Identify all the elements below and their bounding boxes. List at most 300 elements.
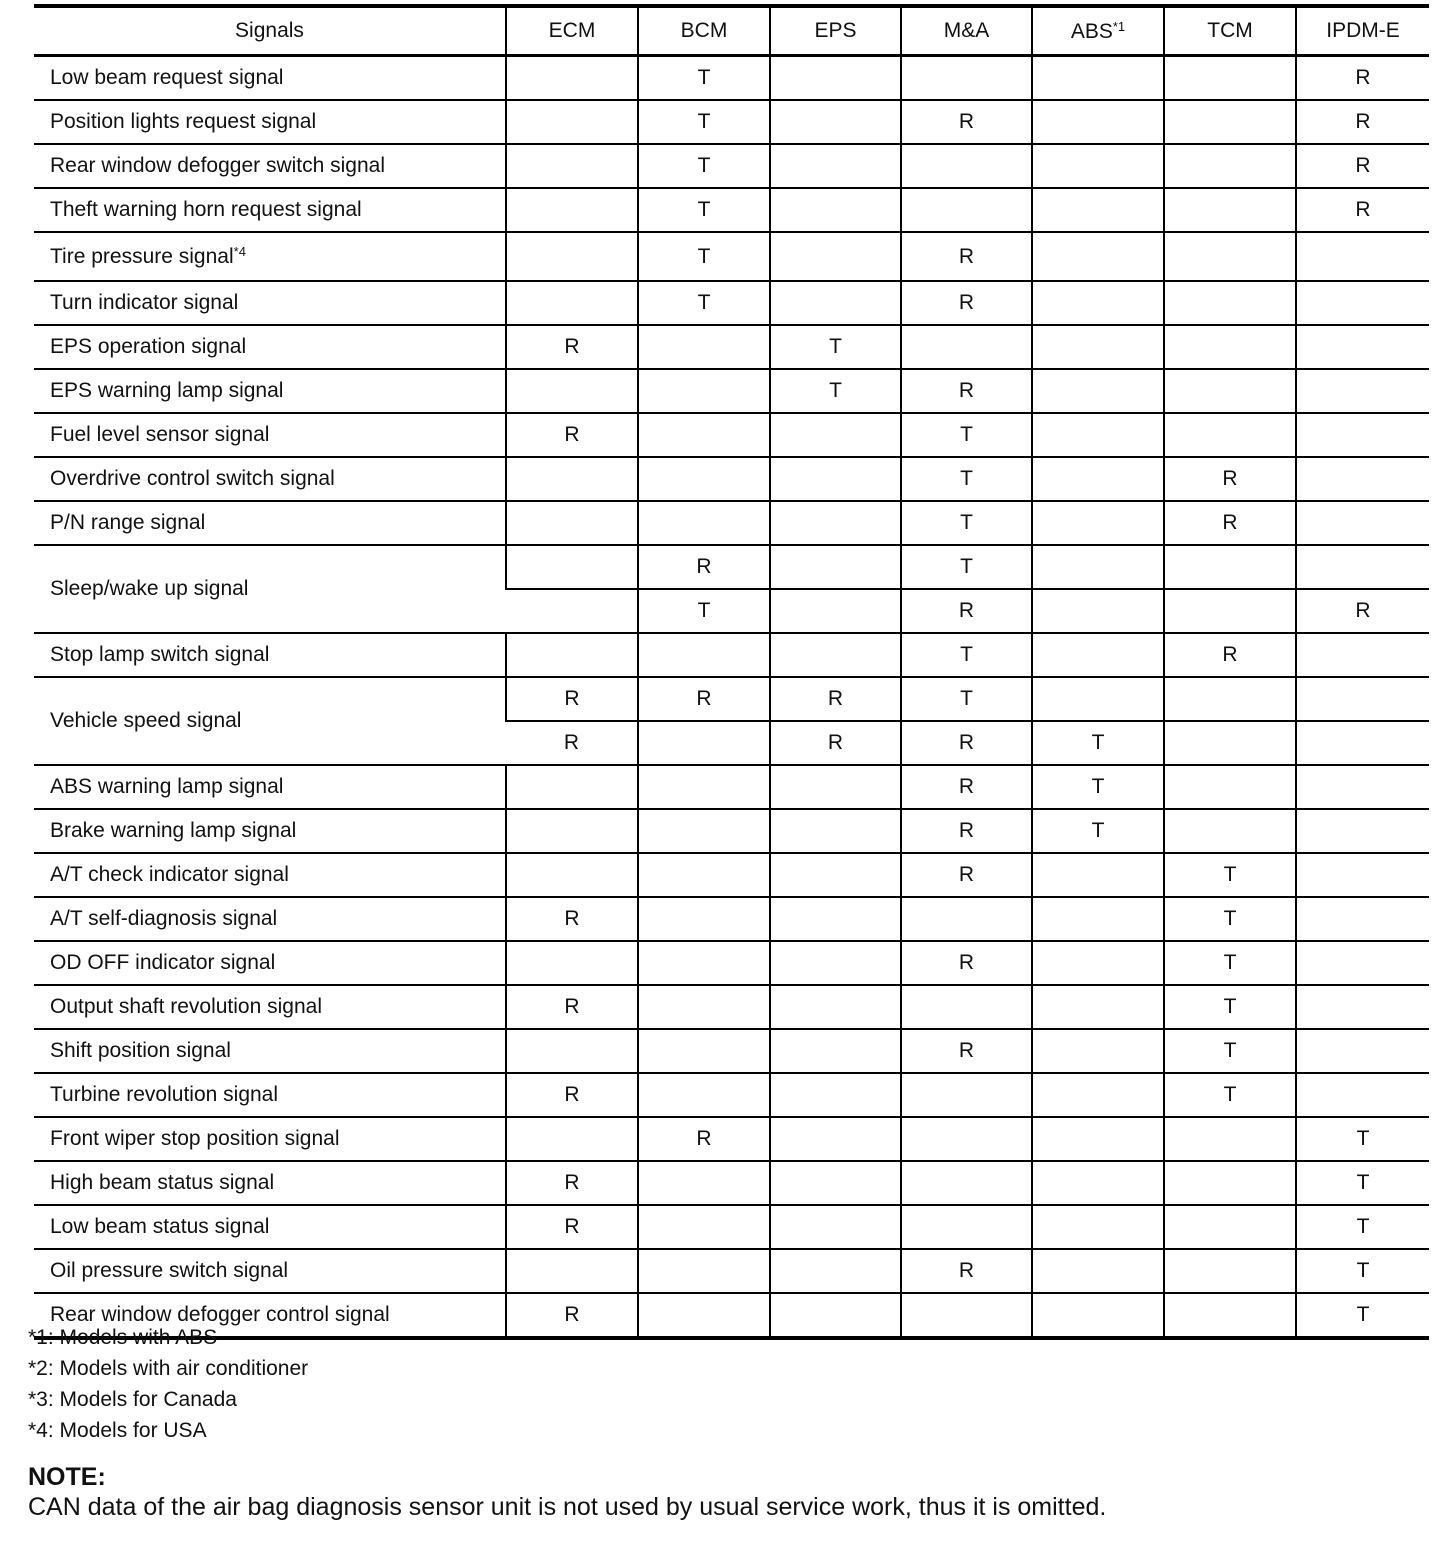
signal-name-cell — [34, 501, 506, 545]
footnote: *1: Models with ABS — [28, 1326, 218, 1349]
abs-cell — [1032, 501, 1164, 545]
bcm-cell — [638, 633, 770, 677]
table-row — [34, 545, 1429, 589]
ipdm-cell: T — [1296, 1161, 1429, 1205]
signal-name: High beam status signal — [50, 1171, 275, 1194]
abs-cell — [1032, 457, 1164, 501]
can-signal-table — [34, 4, 1429, 1340]
ma-cell: R — [901, 100, 1032, 144]
signal-name-cell — [34, 369, 506, 413]
abs-cell — [1032, 144, 1164, 188]
eps-cell — [770, 545, 901, 589]
signal-name-cell — [34, 1029, 506, 1073]
tcm-cell — [1164, 1117, 1296, 1161]
eps-cell — [770, 100, 901, 144]
header-abs-footnote-ref: *1 — [1112, 18, 1126, 34]
signal-name: ABS warning lamp signal — [50, 775, 284, 798]
signal-name-cell — [34, 281, 506, 325]
ecm-cell — [506, 100, 638, 144]
ecm-cell: R — [506, 1073, 638, 1117]
table-row — [34, 633, 1429, 677]
signal-name-cell — [34, 545, 506, 633]
abs-cell — [1032, 1249, 1164, 1293]
eps-cell — [770, 1293, 901, 1338]
ecm-cell — [506, 809, 638, 853]
bcm-cell: T — [638, 281, 770, 325]
tcm-cell: T — [1164, 853, 1296, 897]
header-tcm: TCM — [1164, 6, 1296, 56]
signal-name-cell — [34, 809, 506, 853]
ecm-cell — [506, 144, 638, 188]
ipdm-cell: R — [1296, 144, 1429, 188]
signal-name-cell — [34, 765, 506, 809]
signal-name-cell — [34, 325, 506, 369]
bcm-cell — [638, 941, 770, 985]
table-row — [34, 941, 1429, 985]
ipdm-cell: R — [1296, 100, 1429, 144]
ipdm-cell — [1296, 1029, 1429, 1073]
eps-cell: R — [770, 721, 901, 765]
header-bcm: BCM — [638, 6, 770, 56]
signal-name-cell — [34, 100, 506, 144]
table-row — [34, 1205, 1429, 1249]
bcm-cell: R — [638, 677, 770, 721]
abs-cell — [1032, 232, 1164, 281]
tcm-cell — [1164, 1293, 1296, 1338]
signal-name: Rear window defogger control signal — [50, 1303, 390, 1326]
signal-name: Brake warning lamp signal — [50, 819, 297, 842]
ecm-cell — [506, 457, 638, 501]
bcm-cell — [638, 985, 770, 1029]
ma-cell: R — [901, 281, 1032, 325]
ipdm-cell: T — [1296, 1117, 1429, 1161]
signal-name-cell — [34, 633, 506, 677]
ecm-cell — [506, 545, 638, 589]
signal-name: Theft warning horn request signal — [50, 198, 362, 221]
signal-name-cell — [34, 144, 506, 188]
signal-name-cell — [34, 413, 506, 457]
ipdm-cell — [1296, 369, 1429, 413]
signal-name-cell — [34, 232, 506, 281]
table-header — [34, 6, 1429, 56]
can-communication-table-sheet — [34, 4, 1429, 1340]
bcm-cell — [638, 369, 770, 413]
bcm-cell — [638, 1249, 770, 1293]
abs-cell: T — [1032, 721, 1164, 765]
abs-cell — [1032, 100, 1164, 144]
tcm-cell — [1164, 809, 1296, 853]
table-row — [34, 144, 1429, 188]
bcm-cell — [638, 897, 770, 941]
eps-cell — [770, 1161, 901, 1205]
tcm-cell — [1164, 325, 1296, 369]
bcm-cell — [638, 501, 770, 545]
ipdm-cell — [1296, 721, 1429, 765]
footnotes — [28, 1322, 308, 1446]
signal-name-cell — [34, 188, 506, 232]
table-row — [34, 457, 1429, 501]
eps-cell — [770, 232, 901, 281]
table-row — [34, 677, 1429, 721]
eps-cell — [770, 941, 901, 985]
signal-name-cell — [34, 457, 506, 501]
bcm-cell: T — [638, 100, 770, 144]
eps-cell — [770, 1029, 901, 1073]
eps-cell — [770, 144, 901, 188]
signal-footnote-ref: *4 — [233, 244, 246, 259]
signal-name: Rear window defogger switch signal — [50, 154, 386, 177]
eps-cell: T — [770, 325, 901, 369]
ecm-cell — [506, 941, 638, 985]
abs-cell — [1032, 325, 1164, 369]
abs-cell — [1032, 633, 1164, 677]
ecm-cell — [506, 1249, 638, 1293]
ma-cell — [901, 1205, 1032, 1249]
abs-cell — [1032, 589, 1164, 633]
ma-cell — [901, 56, 1032, 101]
tcm-cell: R — [1164, 501, 1296, 545]
eps-cell — [770, 765, 901, 809]
ecm-cell — [506, 188, 638, 232]
ma-cell: T — [901, 501, 1032, 545]
tcm-cell — [1164, 765, 1296, 809]
ipdm-cell: R — [1296, 56, 1429, 101]
abs-cell: T — [1032, 765, 1164, 809]
ecm-cell: R — [506, 1293, 638, 1338]
header-row — [34, 6, 1429, 56]
footnote: *2: Models with air conditioner — [28, 1357, 309, 1380]
signal-name: Output shaft revolution signal — [50, 995, 322, 1018]
abs-cell — [1032, 677, 1164, 721]
tcm-cell: T — [1164, 1029, 1296, 1073]
ma-cell: R — [901, 369, 1032, 413]
ma-cell: R — [901, 589, 1032, 633]
eps-cell — [770, 413, 901, 457]
eps-cell — [770, 809, 901, 853]
abs-cell: T — [1032, 809, 1164, 853]
abs-cell — [1032, 545, 1164, 589]
ipdm-cell: T — [1296, 1293, 1429, 1338]
header-ma: M&A — [901, 6, 1032, 56]
table-row — [34, 1249, 1429, 1293]
table-row — [34, 1029, 1429, 1073]
bcm-cell — [638, 721, 770, 765]
tcm-cell — [1164, 1205, 1296, 1249]
signal-name: EPS operation signal — [50, 335, 247, 358]
footnote: *3: Models for Canada — [28, 1388, 237, 1411]
table-body — [34, 56, 1429, 1339]
signal-name-cell — [34, 1073, 506, 1117]
ma-cell — [901, 325, 1032, 369]
ma-cell: R — [901, 809, 1032, 853]
tcm-cell — [1164, 677, 1296, 721]
signal-name: OD OFF indicator signal — [50, 951, 276, 974]
ma-cell — [901, 1117, 1032, 1161]
ecm-cell: R — [506, 721, 638, 765]
eps-cell — [770, 589, 901, 633]
abs-cell — [1032, 188, 1164, 232]
header-abs — [1032, 6, 1164, 56]
ecm-cell — [506, 853, 638, 897]
table-row — [34, 501, 1429, 545]
signal-name-cell — [34, 897, 506, 941]
tcm-cell — [1164, 144, 1296, 188]
ecm-cell — [506, 633, 638, 677]
abs-cell — [1032, 1293, 1164, 1338]
note-block — [28, 1462, 1106, 1522]
signal-name: Vehicle speed signal — [50, 709, 242, 732]
bcm-cell: R — [638, 545, 770, 589]
abs-cell — [1032, 853, 1164, 897]
ecm-cell: R — [506, 897, 638, 941]
signal-name: Turn indicator signal — [50, 291, 239, 314]
ipdm-cell — [1296, 501, 1429, 545]
table-row — [34, 56, 1429, 101]
ipdm-cell — [1296, 853, 1429, 897]
signal-name-cell — [34, 1161, 506, 1205]
bcm-cell — [638, 853, 770, 897]
bcm-cell — [638, 809, 770, 853]
signal-name: Low beam request signal — [50, 66, 284, 89]
ma-cell: R — [901, 853, 1032, 897]
abs-cell — [1032, 1117, 1164, 1161]
bcm-cell — [638, 1205, 770, 1249]
eps-cell: T — [770, 369, 901, 413]
note-text: CAN data of the air bag diagnosis sensor unit is not used by usual service work, thus it is omitted. — [28, 1493, 1107, 1521]
bcm-cell — [638, 457, 770, 501]
ipdm-cell — [1296, 232, 1429, 281]
eps-cell — [770, 281, 901, 325]
header-abs-label: ABS — [1070, 19, 1113, 43]
signal-name-cell — [34, 853, 506, 897]
abs-cell — [1032, 1161, 1164, 1205]
eps-cell — [770, 1073, 901, 1117]
ma-cell: R — [901, 721, 1032, 765]
abs-cell — [1032, 369, 1164, 413]
ipdm-cell — [1296, 809, 1429, 853]
ipdm-cell: R — [1296, 589, 1429, 633]
eps-cell — [770, 188, 901, 232]
bcm-cell — [638, 325, 770, 369]
table-row — [34, 985, 1429, 1029]
table-row — [34, 369, 1429, 413]
bcm-cell — [638, 765, 770, 809]
bcm-cell: T — [638, 188, 770, 232]
ma-cell: R — [901, 1029, 1032, 1073]
tcm-cell — [1164, 721, 1296, 765]
bcm-cell — [638, 1029, 770, 1073]
signal-name: Position lights request signal — [50, 110, 317, 133]
tcm-cell — [1164, 1161, 1296, 1205]
signal-name-cell — [34, 1117, 506, 1161]
table-row — [34, 188, 1429, 232]
signal-name-cell — [34, 941, 506, 985]
ipdm-cell — [1296, 545, 1429, 589]
tcm-cell — [1164, 1249, 1296, 1293]
eps-cell — [770, 897, 901, 941]
ecm-cell — [506, 56, 638, 101]
tcm-cell: R — [1164, 633, 1296, 677]
table-row — [34, 1117, 1429, 1161]
ecm-cell — [506, 369, 638, 413]
ma-cell: R — [901, 232, 1032, 281]
abs-cell — [1032, 281, 1164, 325]
ma-cell — [901, 985, 1032, 1029]
ma-cell: T — [901, 413, 1032, 457]
signal-name: Shift position signal — [50, 1039, 231, 1062]
abs-cell — [1032, 1205, 1164, 1249]
signal-name-cell — [34, 56, 506, 101]
ma-cell — [901, 1161, 1032, 1205]
ma-cell: R — [901, 765, 1032, 809]
ipdm-cell — [1296, 633, 1429, 677]
ecm-cell — [506, 501, 638, 545]
bcm-cell: R — [638, 1117, 770, 1161]
ipdm-cell — [1296, 765, 1429, 809]
bcm-cell — [638, 1161, 770, 1205]
header-eps: EPS — [770, 6, 901, 56]
ipdm-cell — [1296, 897, 1429, 941]
ecm-cell: R — [506, 325, 638, 369]
tcm-cell — [1164, 369, 1296, 413]
ecm-cell: R — [506, 985, 638, 1029]
ipdm-cell — [1296, 1073, 1429, 1117]
ecm-cell — [506, 589, 638, 633]
signal-name: Overdrive control switch signal — [50, 467, 335, 490]
table-row — [34, 413, 1429, 457]
table-row — [34, 897, 1429, 941]
eps-cell — [770, 457, 901, 501]
eps-cell — [770, 56, 901, 101]
table-row — [34, 281, 1429, 325]
footnote: *4: Models for USA — [28, 1419, 207, 1442]
eps-cell — [770, 633, 901, 677]
table-row — [34, 809, 1429, 853]
tcm-cell — [1164, 413, 1296, 457]
signal-name: Front wiper stop position signal — [50, 1127, 340, 1150]
note-title: NOTE: — [28, 1463, 106, 1491]
abs-cell — [1032, 56, 1164, 101]
ipdm-cell — [1296, 457, 1429, 501]
ecm-cell — [506, 1029, 638, 1073]
signal-name-cell — [34, 1249, 506, 1293]
tcm-cell — [1164, 100, 1296, 144]
bcm-cell: T — [638, 589, 770, 633]
tcm-cell — [1164, 545, 1296, 589]
tcm-cell: T — [1164, 897, 1296, 941]
ma-cell — [901, 188, 1032, 232]
header-signals: Signals — [34, 6, 506, 56]
ipdm-cell — [1296, 985, 1429, 1029]
tcm-cell — [1164, 188, 1296, 232]
ipdm-cell — [1296, 413, 1429, 457]
tcm-cell: T — [1164, 1073, 1296, 1117]
tcm-cell: T — [1164, 985, 1296, 1029]
signal-name: A/T self-diagnosis signal — [50, 907, 278, 930]
abs-cell — [1032, 985, 1164, 1029]
ma-cell: T — [901, 677, 1032, 721]
bcm-cell — [638, 1073, 770, 1117]
bcm-cell: T — [638, 144, 770, 188]
abs-cell — [1032, 941, 1164, 985]
eps-cell — [770, 1205, 901, 1249]
tcm-cell — [1164, 56, 1296, 101]
ecm-cell — [506, 1117, 638, 1161]
tcm-cell — [1164, 232, 1296, 281]
ecm-cell — [506, 232, 638, 281]
table-row — [34, 853, 1429, 897]
ecm-cell: R — [506, 677, 638, 721]
ecm-cell: R — [506, 1205, 638, 1249]
ma-cell: T — [901, 457, 1032, 501]
signal-name: Sleep/wake up signal — [50, 577, 249, 600]
signal-name-cell — [34, 677, 506, 765]
tcm-cell — [1164, 281, 1296, 325]
ma-cell: T — [901, 545, 1032, 589]
abs-cell — [1032, 1073, 1164, 1117]
table-row — [34, 100, 1429, 144]
signal-name: Tire pressure signal — [50, 245, 234, 268]
abs-cell — [1032, 897, 1164, 941]
signal-name: EPS warning lamp signal — [50, 379, 284, 402]
ipdm-cell — [1296, 677, 1429, 721]
ipdm-cell — [1296, 325, 1429, 369]
signal-name: A/T check indicator signal — [50, 863, 289, 886]
signal-name: Fuel level sensor signal — [50, 423, 270, 446]
ipdm-cell: T — [1296, 1249, 1429, 1293]
ma-cell — [901, 1073, 1032, 1117]
eps-cell — [770, 985, 901, 1029]
tcm-cell — [1164, 589, 1296, 633]
ma-cell: R — [901, 941, 1032, 985]
header-ipdm: IPDM-E — [1296, 6, 1429, 56]
ma-cell — [901, 144, 1032, 188]
table-row — [34, 232, 1429, 281]
eps-cell — [770, 1249, 901, 1293]
signal-name: Turbine revolution signal — [50, 1083, 279, 1106]
ma-cell: T — [901, 633, 1032, 677]
ecm-cell: R — [506, 413, 638, 457]
bcm-cell — [638, 413, 770, 457]
eps-cell: R — [770, 677, 901, 721]
tcm-cell: R — [1164, 457, 1296, 501]
ipdm-cell: R — [1296, 188, 1429, 232]
bcm-cell: T — [638, 56, 770, 101]
signal-name: Low beam status signal — [50, 1215, 270, 1238]
bcm-cell: T — [638, 232, 770, 281]
abs-cell — [1032, 1029, 1164, 1073]
ipdm-cell: T — [1296, 1205, 1429, 1249]
table-row — [34, 765, 1429, 809]
eps-cell — [770, 1117, 901, 1161]
ipdm-cell — [1296, 281, 1429, 325]
signal-name: Oil pressure switch signal — [50, 1259, 289, 1282]
ecm-cell — [506, 281, 638, 325]
ma-cell — [901, 897, 1032, 941]
signal-name-cell — [34, 1205, 506, 1249]
ma-cell: R — [901, 1249, 1032, 1293]
abs-cell — [1032, 413, 1164, 457]
signal-name-cell — [34, 985, 506, 1029]
ma-cell — [901, 1293, 1032, 1338]
signal-name: P/N range signal — [50, 511, 206, 534]
eps-cell — [770, 501, 901, 545]
table-row — [34, 1161, 1429, 1205]
bcm-cell — [638, 1293, 770, 1338]
ipdm-cell — [1296, 941, 1429, 985]
table-row — [34, 325, 1429, 369]
eps-cell — [770, 853, 901, 897]
